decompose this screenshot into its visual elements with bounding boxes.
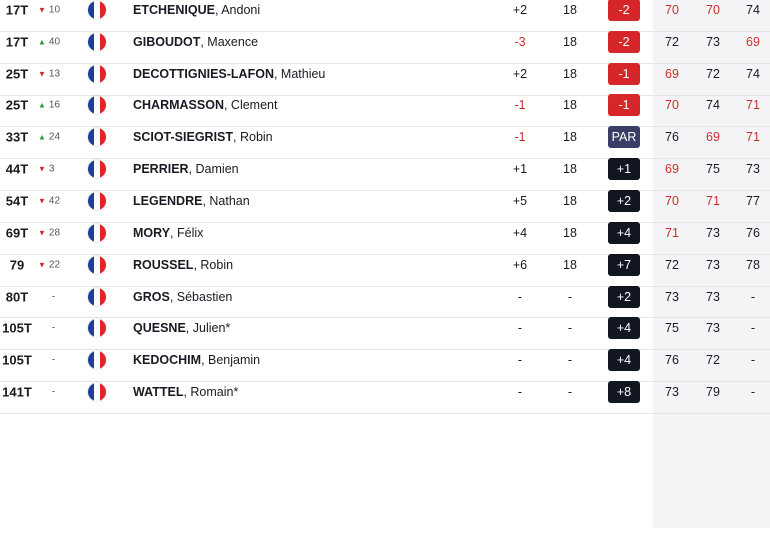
movement-value: 24	[48, 131, 61, 143]
movement-value: 28	[48, 227, 61, 239]
round-1-score: 70	[665, 193, 679, 208]
player-last-name: WATTEL	[133, 385, 184, 400]
total-to-par-badge: -2	[608, 31, 640, 53]
today-to-par: -	[517, 353, 523, 368]
player-row[interactable]	[0, 371, 770, 414]
round-1-score: 72	[665, 257, 679, 272]
holes-thru: 18	[563, 34, 577, 49]
round-3-score: 74	[746, 66, 760, 81]
today-to-par: +5	[512, 193, 528, 208]
player-first-name: , Sébastien	[169, 289, 233, 304]
total-to-par-badge: +2	[608, 286, 640, 308]
position-movement	[38, 68, 68, 79]
player-last-name: MORY	[133, 225, 171, 240]
player-first-name: , Damien	[188, 162, 239, 177]
player-first-name: , Maxence	[200, 34, 259, 49]
movement-arrow-icon: ▼	[38, 164, 46, 174]
round-2-score: 75	[706, 162, 720, 177]
position: 25T	[5, 97, 29, 113]
player-first-name: , Mathieu	[273, 66, 326, 81]
round-3-score: 76	[746, 225, 760, 240]
player-first-name: , Julien*	[185, 321, 231, 336]
player-first-name: , Romain*	[183, 385, 239, 400]
total-to-par-badge: +7	[608, 254, 640, 276]
round-2-score: 73	[706, 34, 720, 49]
france-flag-icon	[88, 288, 106, 306]
movement-value: 42	[48, 195, 61, 207]
holes-thru: 18	[563, 257, 577, 272]
today-to-par: -1	[514, 130, 526, 145]
today-to-par: +2	[512, 66, 528, 81]
round-2-score: 74	[706, 98, 720, 113]
player-last-name: ROUSSEL	[133, 257, 194, 272]
france-flag-icon	[88, 319, 106, 337]
france-flag-icon	[88, 351, 106, 369]
movement-value: 13	[48, 68, 61, 80]
holes-thru: -	[567, 289, 573, 304]
player-last-name: ETCHENIQUE	[133, 2, 215, 17]
round-1-score: 76	[665, 353, 679, 368]
movement-value: 16	[48, 99, 61, 111]
movement-value: 40	[48, 36, 61, 48]
player-name[interactable]	[133, 321, 230, 335]
movement-value: 22	[48, 259, 61, 271]
player-first-name: , Andoni	[214, 2, 261, 17]
position-movement	[38, 132, 68, 143]
player-last-name: SCIOT-SIEGRIST	[133, 130, 234, 145]
player-name[interactable]	[133, 67, 325, 81]
movement-value: -	[51, 386, 56, 398]
france-flag-icon	[88, 96, 106, 114]
player-first-name: , Benjamin	[201, 353, 261, 368]
round-1-score: 73	[665, 289, 679, 304]
round-3-score: -	[750, 353, 756, 368]
total-to-par-badge: +4	[608, 317, 640, 339]
movement-arrow-icon: ▼	[38, 260, 46, 270]
round-2-score: 71	[706, 193, 720, 208]
position: 17T	[5, 34, 29, 50]
movement-value: 3	[48, 163, 55, 175]
position-movement	[38, 36, 68, 47]
round-1-score: 73	[665, 385, 679, 400]
player-name[interactable]	[133, 290, 232, 304]
player-name[interactable]	[133, 3, 260, 17]
movement-arrow-icon: ▲	[38, 100, 46, 110]
total-to-par-badge: -1	[608, 94, 640, 116]
holes-thru: 18	[563, 162, 577, 177]
position-movement	[38, 164, 68, 175]
holes-thru: 18	[563, 193, 577, 208]
position: 44T	[5, 161, 29, 177]
player-name[interactable]	[133, 35, 258, 49]
round-3-score: 77	[746, 193, 760, 208]
holes-thru: -	[567, 353, 573, 368]
france-flag-icon	[88, 65, 106, 83]
france-flag-icon	[88, 192, 106, 210]
france-flag-icon	[88, 224, 106, 242]
round-2-score: 73	[706, 257, 720, 272]
position: 33T	[5, 129, 29, 145]
round-1-score: 70	[665, 2, 679, 17]
round-1-score: 76	[665, 130, 679, 145]
today-to-par: -3	[514, 34, 526, 49]
today-to-par: +2	[512, 2, 528, 17]
player-last-name: GROS	[133, 289, 170, 304]
round-3-score: -	[750, 385, 756, 400]
movement-arrow-icon: ▼	[38, 5, 46, 15]
holes-thru: -	[567, 385, 573, 400]
player-last-name: QUESNE	[133, 321, 186, 336]
movement-arrow-icon: ▼	[38, 196, 46, 206]
position-movement	[40, 323, 64, 334]
round-2-score: 73	[706, 289, 720, 304]
position-movement	[38, 259, 68, 270]
position-movement	[38, 100, 68, 111]
player-last-name: DECOTTIGNIES-LAFON	[133, 66, 274, 81]
round-2-score: 72	[706, 353, 720, 368]
player-last-name: CHARMASSON	[133, 98, 224, 113]
player-first-name: , Nathan	[202, 193, 250, 208]
movement-value: -	[51, 291, 56, 303]
total-to-par-badge: -1	[608, 63, 640, 85]
movement-value: -	[51, 322, 56, 334]
movement-arrow-icon: ▼	[38, 69, 46, 79]
player-name[interactable]	[133, 194, 250, 208]
position-movement	[40, 291, 64, 302]
position: 105T	[2, 352, 32, 368]
france-flag-icon	[88, 383, 106, 401]
round-2-score: 73	[706, 225, 720, 240]
today-to-par: -	[517, 321, 523, 336]
player-name[interactable]	[133, 162, 239, 176]
player-name[interactable]	[133, 98, 277, 112]
player-last-name: GIBOUDOT	[133, 34, 201, 49]
today-to-par: -1	[514, 98, 526, 113]
holes-thru: 18	[563, 2, 577, 17]
today-to-par: +1	[512, 162, 528, 177]
round-3-score: 73	[746, 162, 760, 177]
round-2-score: 79	[706, 385, 720, 400]
player-name[interactable]	[133, 226, 203, 240]
france-flag-icon	[88, 128, 106, 146]
round-3-score: 69	[746, 34, 760, 49]
position: 17T	[5, 2, 29, 18]
round-3-score: 71	[746, 98, 760, 113]
today-to-par: -	[517, 289, 523, 304]
round-3-score: 74	[746, 2, 760, 17]
player-first-name: , Félix	[170, 225, 204, 240]
total-to-par-badge: +4	[608, 222, 640, 244]
total-to-par-badge: PAR	[608, 126, 640, 148]
round-1-score: 75	[665, 321, 679, 336]
total-to-par-badge: +2	[608, 190, 640, 212]
round-3-score: 71	[746, 130, 760, 145]
player-last-name: PERRIER	[133, 162, 189, 177]
round-1-score: 69	[665, 162, 679, 177]
position-movement	[38, 195, 68, 206]
movement-arrow-icon: ▲	[38, 37, 46, 47]
position: 80T	[5, 289, 29, 305]
holes-thru: 18	[563, 98, 577, 113]
today-to-par: +4	[512, 225, 528, 240]
round-2-score: 73	[706, 321, 720, 336]
france-flag-icon	[88, 33, 106, 51]
position: 105T	[2, 320, 32, 336]
movement-value: -	[51, 354, 56, 366]
round-1-score: 70	[665, 98, 679, 113]
france-flag-icon	[88, 160, 106, 178]
player-first-name: , Clement	[223, 98, 278, 113]
total-to-par-badge: -2	[608, 0, 640, 21]
player-name[interactable]	[133, 130, 273, 144]
player-first-name: , Robin	[233, 130, 273, 145]
movement-arrow-icon: ▼	[38, 228, 46, 238]
total-to-par-badge: +8	[608, 381, 640, 403]
player-name[interactable]	[133, 385, 238, 399]
position: 69T	[5, 225, 29, 241]
position-movement	[40, 355, 64, 366]
round-2-score: 70	[706, 2, 720, 17]
position: 141T	[2, 384, 32, 400]
player-name[interactable]	[133, 353, 260, 367]
position-movement	[38, 227, 68, 238]
round-1-score: 71	[665, 225, 679, 240]
holes-thru: 18	[563, 66, 577, 81]
player-last-name: KEDOCHIM	[133, 353, 202, 368]
france-flag-icon	[88, 1, 106, 19]
movement-value: 10	[48, 4, 61, 16]
round-1-score: 69	[665, 66, 679, 81]
position-movement	[40, 387, 64, 398]
today-to-par: -	[517, 385, 523, 400]
position-movement	[38, 4, 68, 15]
total-to-par-badge: +4	[608, 349, 640, 371]
today-to-par: +6	[512, 257, 528, 272]
player-first-name: , Robin	[193, 257, 234, 272]
round-3-score: -	[750, 321, 756, 336]
holes-thru: 18	[563, 225, 577, 240]
round-2-score: 69	[706, 130, 720, 145]
player-name[interactable]	[133, 258, 233, 272]
position: 79	[9, 257, 25, 273]
france-flag-icon	[88, 256, 106, 274]
total-to-par-badge: +1	[608, 158, 640, 180]
player-last-name: LEGENDRE	[133, 193, 203, 208]
holes-thru: -	[567, 321, 573, 336]
movement-arrow-icon: ▲	[38, 132, 46, 142]
round-1-score: 72	[665, 34, 679, 49]
round-3-score: 78	[746, 257, 760, 272]
position: 25T	[5, 66, 29, 82]
position: 54T	[5, 193, 29, 209]
round-2-score: 72	[706, 66, 720, 81]
holes-thru: 18	[563, 130, 577, 145]
round-3-score: -	[750, 289, 756, 304]
